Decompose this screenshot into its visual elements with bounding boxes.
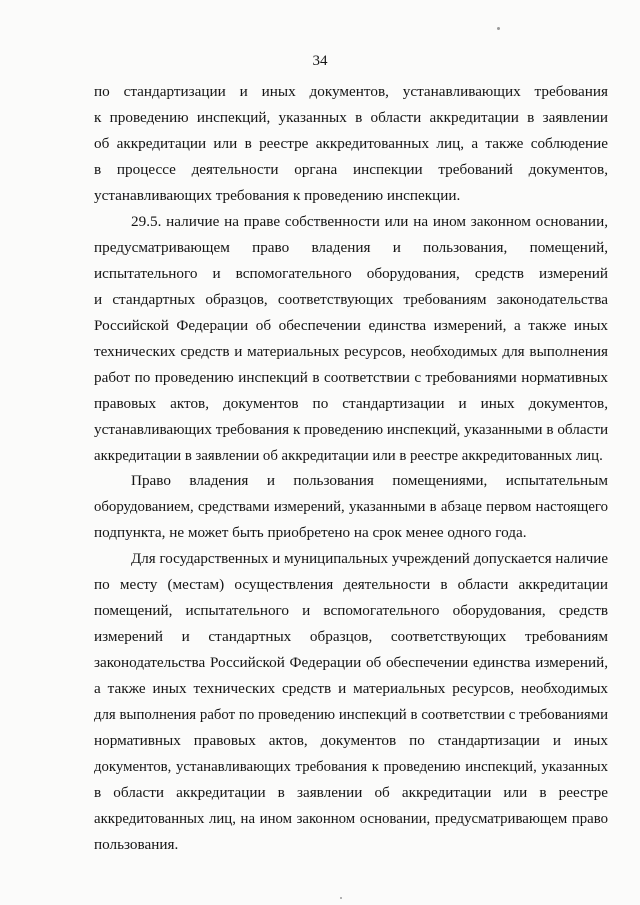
text-line: помещений, испытательного и вспомогательного оборудования, средств bbox=[94, 602, 608, 619]
text-line: об аккредитации или в реестре аккредитованных лиц, а также соблюдение bbox=[94, 135, 608, 152]
text-line: в области аккредитации в заявлении об аккредитации или в реестре bbox=[94, 784, 608, 801]
text-line: 29.5. наличие на праве собственности или на ином законном основании, bbox=[131, 213, 608, 230]
text-line: предусматривающем право владения и пользования, помещений, bbox=[94, 239, 608, 256]
text-line: устанавливающих требования к проведению инспекции. bbox=[94, 187, 461, 204]
text-line: пользования. bbox=[94, 836, 179, 853]
text-line: по стандартизации и иных документов, устанавливающих требования bbox=[94, 83, 608, 100]
text-line: Для государственных и муниципальных учреждений допускается наличие bbox=[131, 551, 608, 567]
text-line: устанавливающих требования к проведению инспекций, указанными в области bbox=[94, 421, 609, 438]
text-line: оборудованием, средствами измерений, указанными в абзаце первом настоящего bbox=[94, 499, 608, 515]
text-line: аккредитации в заявлении об аккредитации или в реестре аккредитованных лиц. bbox=[94, 448, 603, 464]
scan-speck bbox=[340, 897, 342, 899]
text-line: и стандартных образцов, соответствующих требованиям законодательства bbox=[94, 291, 608, 308]
text-line: измерений и стандартных образцов, соответствующих требованиям bbox=[94, 628, 608, 645]
text-line: работ по проведению инспекций в соответствии с требованиями нормативных bbox=[94, 369, 608, 386]
scan-speck bbox=[497, 27, 500, 30]
text-line: по месту (местам) осуществления деятельности в области аккредитации bbox=[94, 576, 608, 593]
text-line: для выполнения работ по проведению инспекций в соответствии с требованиями bbox=[94, 707, 608, 723]
text-line: Российской Федерации об обеспечении единства измерений, а также иных bbox=[94, 317, 608, 334]
text-line: в процессе деятельности органа инспекции требований документов, bbox=[94, 161, 608, 178]
text-line: аккредитованных лиц, на ином законном основании, предусматривающем право bbox=[94, 811, 608, 827]
text-line: к проведению инспекций, указанных в области аккредитации в заявлении bbox=[94, 109, 608, 126]
text-line: Право владения и пользования помещениями, испытательным bbox=[131, 472, 608, 489]
text-line: нормативных правовых актов, документов по стандартизации и иных bbox=[94, 732, 608, 749]
text-line: испытательного и вспомогательного оборудования, средств измерений bbox=[94, 265, 608, 282]
text-line: а также иных технических средств и материальных ресурсов, необходимых bbox=[94, 680, 608, 697]
text-line: подпункта, не может быть приобретено на срок менее одного года. bbox=[94, 524, 527, 541]
page-number: 34 bbox=[312, 53, 328, 69]
text-line: технических средств и материальных ресурсов, необходимых для выполнения bbox=[94, 343, 608, 360]
text-line: документов, устанавливающих требования к проведению инспекций, указанных bbox=[94, 759, 608, 775]
text-line: правовых актов, документов по стандартизации и иных документов, bbox=[94, 395, 608, 412]
text-line: законодательства Российской Федерации об обеспечении единства измерений, bbox=[94, 654, 608, 671]
